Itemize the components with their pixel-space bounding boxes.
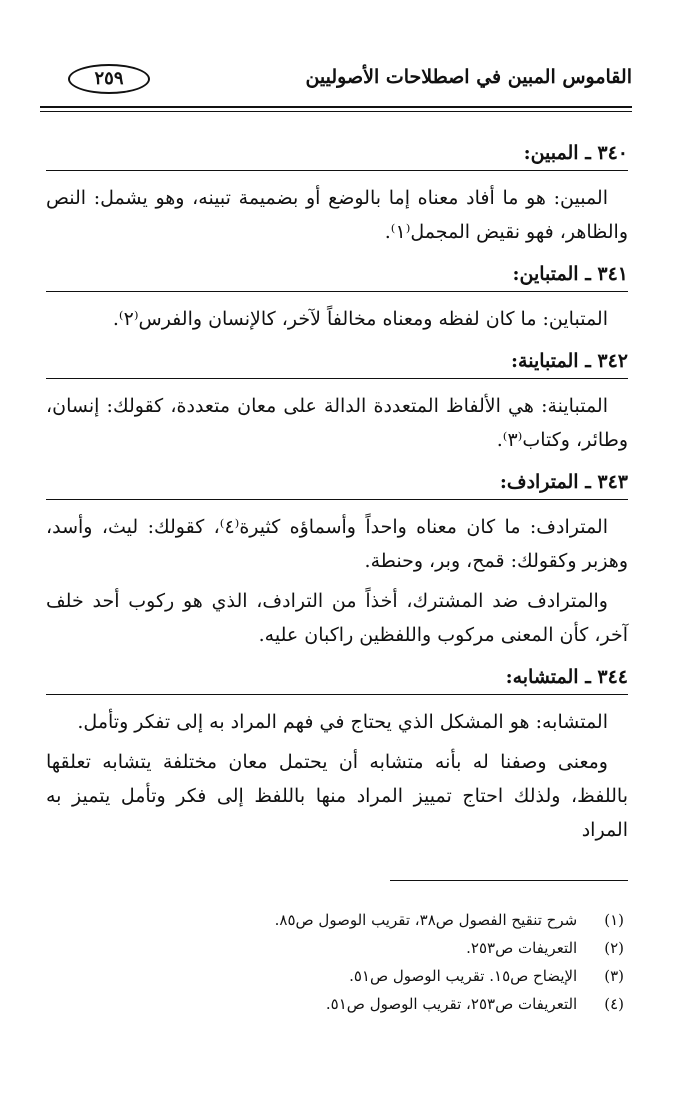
- entry-heading: ٣٤٠ ـ المبين:: [523, 142, 628, 164]
- footnote: [46, 934, 624, 962]
- entry-342: [46, 344, 628, 457]
- entry-heading: ٣٤١ ـ المتباين:: [512, 263, 628, 285]
- running-title: القاموس المبين في اصطلاحات الأصوليين: [305, 66, 632, 88]
- entry-344: [46, 660, 628, 847]
- entry-340: [46, 136, 628, 249]
- entry-paragraph: المبين: هو ما أفاد معناه إما بالوضع أو بضميمة تبينه، وهو يشمل: النص والظاهر، فهو نقيض المجمل⁽١⁾.: [46, 187, 628, 243]
- entry-343: [46, 465, 628, 652]
- footnote: [46, 906, 624, 934]
- footnote-number: (١): [604, 911, 624, 929]
- footnote-text: التعريفات ص٢٥٣.: [466, 939, 578, 957]
- entry-rule: [46, 291, 628, 292]
- footnote-number: (٤): [604, 995, 624, 1013]
- entry-rule: [46, 170, 628, 171]
- entry-rule: [46, 378, 628, 379]
- entry-paragraph: ومعنى وصفنا له بأنه متشابه أن يحتمل معان مختلفة يتشابه تعلقها باللفظ، ولذلك احتاج تمييز المراد منها باللفظ إلى فكر وتأمل يتميز به المراد: [46, 751, 628, 841]
- footnotes: [46, 906, 624, 1018]
- footnote-number: (٢): [604, 939, 624, 957]
- page-body: [46, 136, 628, 855]
- page-number: ٢٥٩: [68, 64, 150, 94]
- page-header: [40, 62, 632, 102]
- footnote: [46, 962, 624, 990]
- entry-heading: ٣٤٤ ـ المتشابه:: [505, 666, 628, 688]
- entry-heading: ٣٤٣ ـ المترادف:: [499, 471, 628, 493]
- footnote-text: التعريفات ص٢٥٣، تقريب الوصول ص٥١.: [325, 995, 578, 1013]
- entry-rule: [46, 694, 628, 695]
- header-rule-thin: [40, 111, 632, 112]
- footnote-text: الإيضاح ص١٥. تقريب الوصول ص٥١.: [349, 967, 578, 985]
- entry-paragraph: المتباينة: هي الألفاظ المتعددة الدالة على معان متعددة، كقولك: إنسان، وطائر، وكتاب⁽٣⁾.: [46, 395, 628, 451]
- entry-paragraph: المترادف: ما كان معناه واحداً وأسماؤه كثيرة⁽٤⁾، كقولك: ليث، وأسد، وهزبر وكقولك: قمح، وبر، وحنطة.: [46, 516, 628, 572]
- entry-paragraph: والمترادف ضد المشترك، أخذاً من الترادف، الذي هو ركوب أحد خلف آخر، كأن المعنى مركوب واللفظين راكبان عليه.: [46, 590, 628, 646]
- header-rule: [40, 106, 632, 108]
- footnote: [46, 990, 624, 1018]
- entry-heading: ٣٤٢ ـ المتباينة:: [511, 350, 628, 372]
- footnote-text: شرح تنقيح الفصول ص٣٨، تقريب الوصول ص٨٥.: [274, 911, 578, 929]
- entry-341: [46, 257, 628, 336]
- entry-rule: [46, 499, 628, 500]
- footnote-separator: [390, 880, 628, 881]
- entry-paragraph: المتشابه: هو المشكل الذي يحتاج في فهم المراد به إلى تفكر وتأمل.: [77, 711, 608, 733]
- footnote-number: (٣): [604, 967, 624, 985]
- entry-paragraph: المتباين: ما كان لفظه ومعناه مخالفاً لآخر، كالإنسان والفرس⁽٢⁾.: [112, 308, 608, 330]
